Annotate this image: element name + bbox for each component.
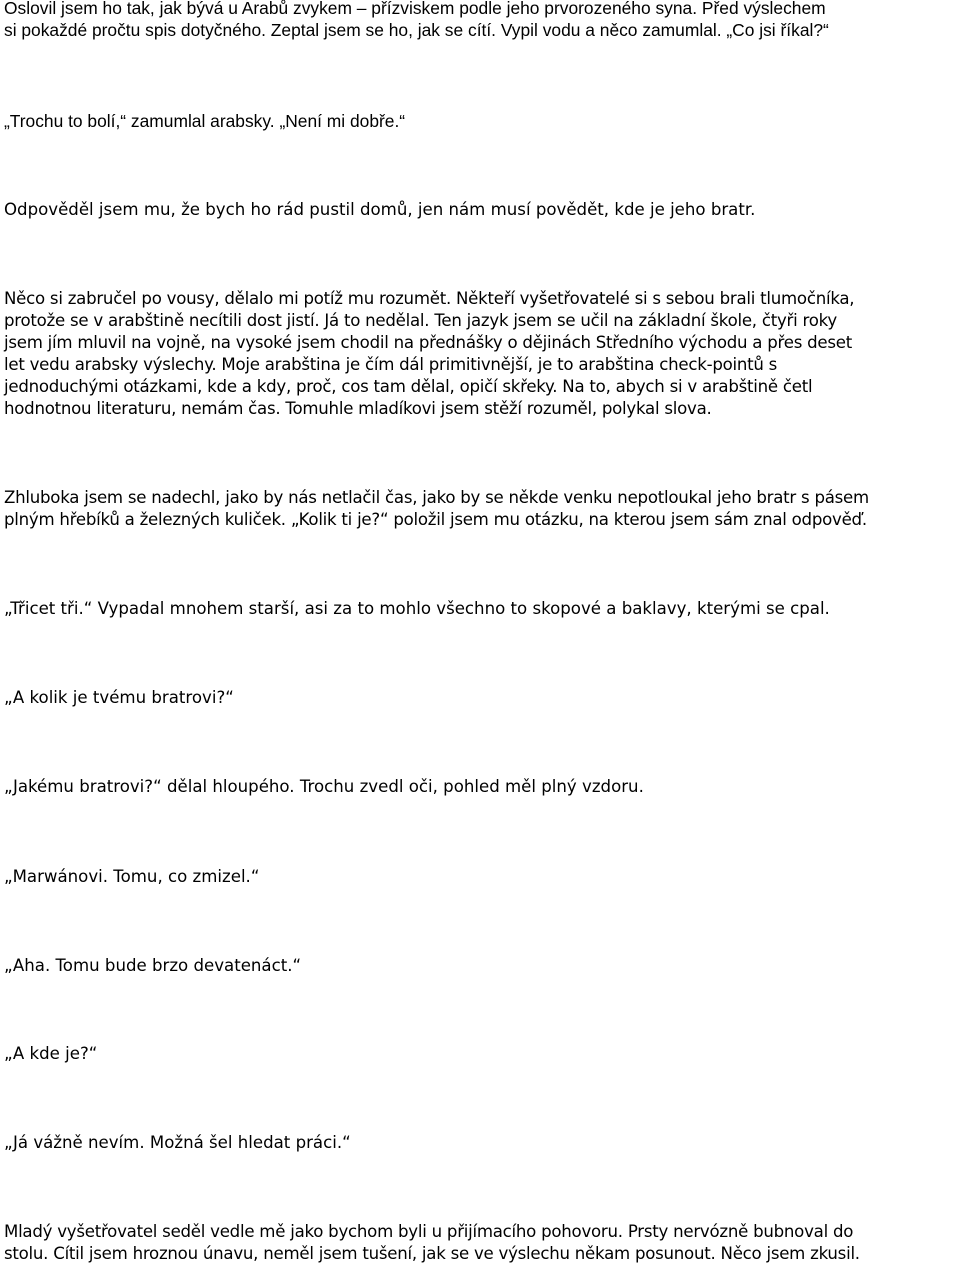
text-line: Oslovil jsem ho tak, jak bývá u Arabů zvykem – přízviskem podle jeho prvorozeného syna. Před výslechem — [4, 0, 826, 18]
paragraph-8 — [4, 776, 958, 798]
text-line: „Já vážně nevím. Možná šel hledat práci.“ — [4, 1133, 351, 1152]
text-line: „Trochu to bolí,“ zamumlal arabsky. „Není mi dobře.“ — [4, 111, 406, 131]
text-line: plným hřebíků a železných kuliček. „Kolik ti je?“ položil jsem mu otázku, na kterou jsem sám znal odpověď. — [4, 510, 867, 529]
text-line: protože se v arabštině necítili dost jistí. Já to nedělal. Ten jazyk jsem se učil na základní škole, čtyři roky — [4, 311, 837, 330]
text-line: jsem jím mluvil na vojně, na vysoké jsem chodil na přednášky o dějinách Středního východu a přes deset — [4, 333, 852, 352]
paragraph-11 — [4, 1043, 958, 1065]
text-line: Něco si zabručel po vousy, dělalo mi potíž mu rozumět. Někteří vyšetřovatelé si s sebou brali tlumočníka, — [4, 289, 855, 308]
paragraph-1 — [4, 0, 958, 41]
text-line: „A kde je?“ — [4, 1044, 98, 1063]
paragraph-7 — [4, 687, 958, 709]
text-line: hodnotnou literaturu, nemám čas. Tomuhle mladíkovi jsem stěží rozuměl, polykal slova. — [4, 399, 712, 418]
text-line: „Jakému bratrovi?“ dělal hloupého. Trochu zvedl oči, pohled měl plný vzdoru. — [4, 777, 644, 796]
paragraph-3 — [4, 199, 958, 221]
text-line: Mladý vyšetřovatel seděl vedle mě jako bychom byli u přijímacího pohovoru. Prsty nervózně bubnoval do — [4, 1222, 854, 1241]
text-line: si pokaždé pročtu spis dotyčného. Zeptal jsem se ho, jak se cítí. Vypil vodu a něco zamumlal. „Co jsi říkal?“ — [4, 20, 829, 40]
text-line: „Aha. Tomu bude brzo devatenáct.“ — [4, 956, 302, 975]
text-line: Zhluboka jsem se nadechl, jako by nás netlačil čas, jako by se někde venku nepotloukal jeho bratr s pásem — [4, 488, 869, 507]
paragraph-4 — [4, 288, 958, 420]
paragraph-6 — [4, 598, 958, 620]
text-line: stolu. Cítil jsem hroznou únavu, neměl jsem tušení, jak se ve výslechu někam posunout. Něco jsem zkusil. — [4, 1244, 860, 1263]
paragraph-2 — [4, 110, 958, 132]
paragraph-5 — [4, 487, 958, 531]
paragraph-12 — [4, 1132, 958, 1154]
paragraph-10 — [4, 955, 958, 977]
text-line: „A kolik je tvému bratrovi?“ — [4, 688, 234, 707]
text-line: let vedu arabsky výslechy. Moje arabština je čím dál primitivnější, je to arabština check-pointů s — [4, 355, 778, 374]
text-line: Odpověděl jsem mu, že bych ho rád pustil domů, jen nám musí povědět, kde je jeho bratr. — [4, 200, 756, 219]
text-line: „Třicet tři.“ Vypadal mnohem starší, asi za to mohlo všechno to skopové a baklavy, kterými se cpal. — [4, 599, 830, 618]
paragraph-13 — [4, 1221, 958, 1265]
text-line: „Marwánovi. Tomu, co zmizel.“ — [4, 867, 260, 886]
text-line: jednoduchými otázkami, kde a kdy, proč, cos tam dělal, opičí skřeky. Na to, abych si v arabštině četl — [4, 377, 813, 396]
paragraph-9 — [4, 866, 958, 888]
